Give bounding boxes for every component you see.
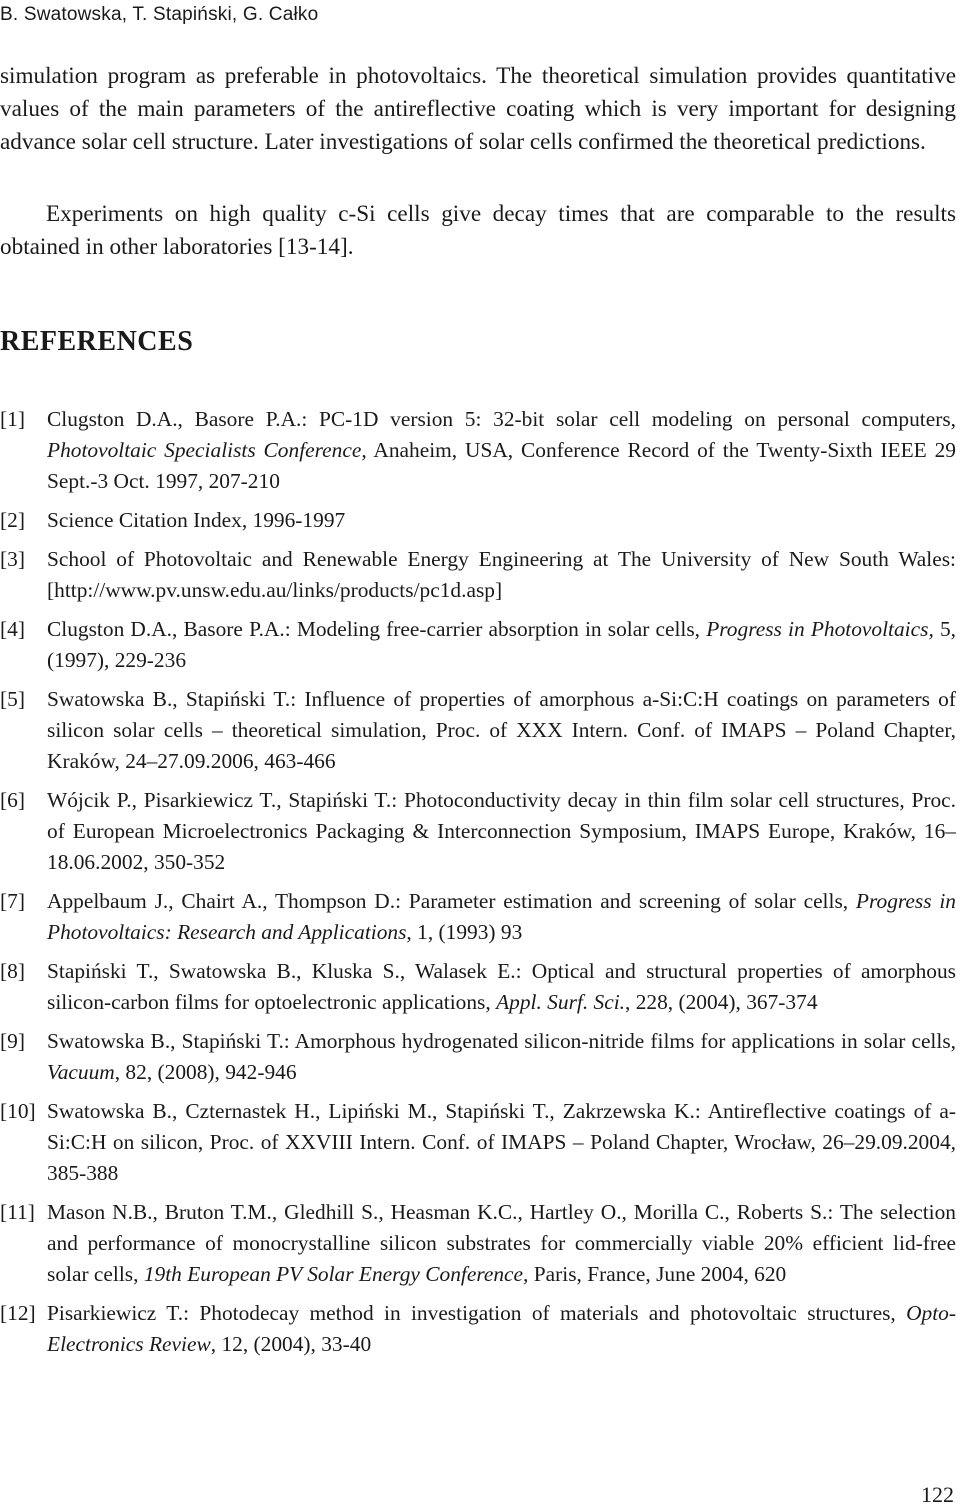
reference-details: , 228, (2004), 367-374 (625, 990, 818, 1014)
reference-item-2 (0, 505, 956, 536)
reference-venue: Vacuum (47, 1060, 115, 1084)
reference-venue: Progress in Photovoltaics: Research and Applications (47, 889, 956, 944)
reference-text: Wójcik P., Pisarkiewicz T., Stapiński T.: Photoconductivity decay in thin film solar cell structures, Proc. of European Microelectronics Packaging & Interconnection Symposium, IMAPS Europe, Kraków, 16–18.06.2002, 350-352 (47, 788, 956, 874)
reference-number: [7] (0, 889, 25, 913)
reference-item-1 (0, 404, 956, 497)
running-head: B. Swatowska, T. Stapiński, G. Całko (0, 4, 319, 25)
reference-venue: 19th European PV Solar Energy Conference, (143, 1262, 529, 1286)
reference-text: Clugston D.A., Basore P.A.: Modeling free-carrier absorption in solar cells, (47, 617, 707, 641)
references-heading: REFERENCES (0, 326, 194, 357)
reference-item-4 (0, 614, 956, 676)
reference-text: Pisarkiewicz T.: Photodecay method in investigation of materials and photovoltaic structures, (47, 1301, 907, 1325)
reference-item-7 (0, 886, 956, 948)
reference-number: [6] (0, 788, 25, 812)
reference-item-9 (0, 1026, 956, 1088)
reference-number: [3] (0, 547, 25, 571)
body-paragraph-2: Experiments on high quality c-Si cells give decay times that are comparable to the results obtained in other laboratories [13-14]. (0, 201, 956, 260)
reference-venue: Opto-Electronics Review (47, 1301, 956, 1356)
reference-details: Paris, France, June 2004, 620 (528, 1262, 787, 1286)
reference-text: Appelbaum J., Chairt A., Thompson D.: Parameter estimation and screening of solar cells, (47, 889, 856, 913)
reference-number: [1] (0, 407, 25, 431)
reference-details: 5, (1997), 229-236 (47, 617, 956, 672)
reference-number: [11] (0, 1200, 35, 1224)
reference-item-12 (0, 1298, 956, 1360)
body-paragraph-1: simulation program as preferable in photovoltaics. The theoretical simulation provides quantitative values of the main parameters of the antireflective coating which is very important for designing advance solar cell structure. Later investigations of solar cells confirmed the theoretical predictions. (0, 63, 956, 155)
reference-text: School of Photovoltaic and Renewable Energy Engineering at The University of New South Wales: [http://www.pv.unsw.edu.au/links/products/pc1d.asp] (47, 547, 956, 602)
reference-list (0, 404, 956, 1368)
reference-details: Anaheim, USA, Conference Record of the Twenty-Sixth IEEE 29 Sept.-3 Oct. 1997, 207-210 (47, 438, 956, 493)
reference-venue: Appl. Surf. Sci. (496, 990, 626, 1014)
reference-number: [5] (0, 687, 25, 711)
reference-venue: Progress in Photovoltaics, (706, 617, 934, 641)
reference-number: [8] (0, 959, 25, 983)
reference-item-6 (0, 785, 956, 878)
reference-number: [9] (0, 1029, 25, 1053)
reference-number: [2] (0, 508, 25, 532)
reference-details: , 82, (2008), 942-946 (114, 1060, 297, 1084)
reference-item-3 (0, 544, 956, 606)
reference-text: Swatowska B., Czternastek H., Lipiński M., Stapiński T., Zakrzewska K.: Antireflective coatings of a-Si:C:H on silicon, Proc. of XXVIII Intern. Conf. of IMAPS – Poland Chapter, Wrocław, 26–29.09.2004, 385-388 (47, 1099, 956, 1185)
reference-venue: Photovoltaic Specialists Conference, (47, 438, 367, 462)
reference-item-8 (0, 956, 956, 1018)
reference-number: [12] (0, 1301, 36, 1325)
reference-item-11 (0, 1197, 956, 1290)
reference-item-5 (0, 684, 956, 777)
reference-text: Swatowska B., Stapiński T.: Amorphous hydrogenated silicon-nitride films for applications in solar cells, (47, 1029, 956, 1053)
reference-text: Clugston D.A., Basore P.A.: PC-1D version 5: 32-bit solar cell modeling on personal computers, (47, 407, 956, 431)
reference-text: Swatowska B., Stapiński T.: Influence of properties of amorphous a-Si:C:H coatings on parameters of silicon solar cells – theoretical simulation, Proc. of XXX Intern. Conf. of IMAPS – Poland Chapter, Kraków, 24–27.09.2006, 463-466 (47, 687, 956, 773)
reference-text: Stapiński T., Swatowska B., Kluska S., Walasek E.: Optical and structural properties of amorphous silicon-carbon films for optoelectronic applications, (47, 959, 956, 1014)
reference-details: , 12, (2004), 33-40 (210, 1332, 372, 1356)
reference-text: Mason N.B., Bruton T.M., Gledhill S., Heasman K.C., Hartley O., Morilla C., Roberts S.: The selection and performance of monocrystalline silicon substrates for commercially viable 20% efficient lid-free solar cells, (47, 1200, 956, 1286)
page-number: 122 (921, 1482, 954, 1507)
reference-number: [4] (0, 617, 25, 641)
reference-text: Science Citation Index, 1996-1997 (47, 508, 346, 532)
reference-details: , 1, (1993) 93 (406, 920, 523, 944)
reference-item-10 (0, 1096, 956, 1189)
reference-number: [10] (0, 1099, 36, 1123)
